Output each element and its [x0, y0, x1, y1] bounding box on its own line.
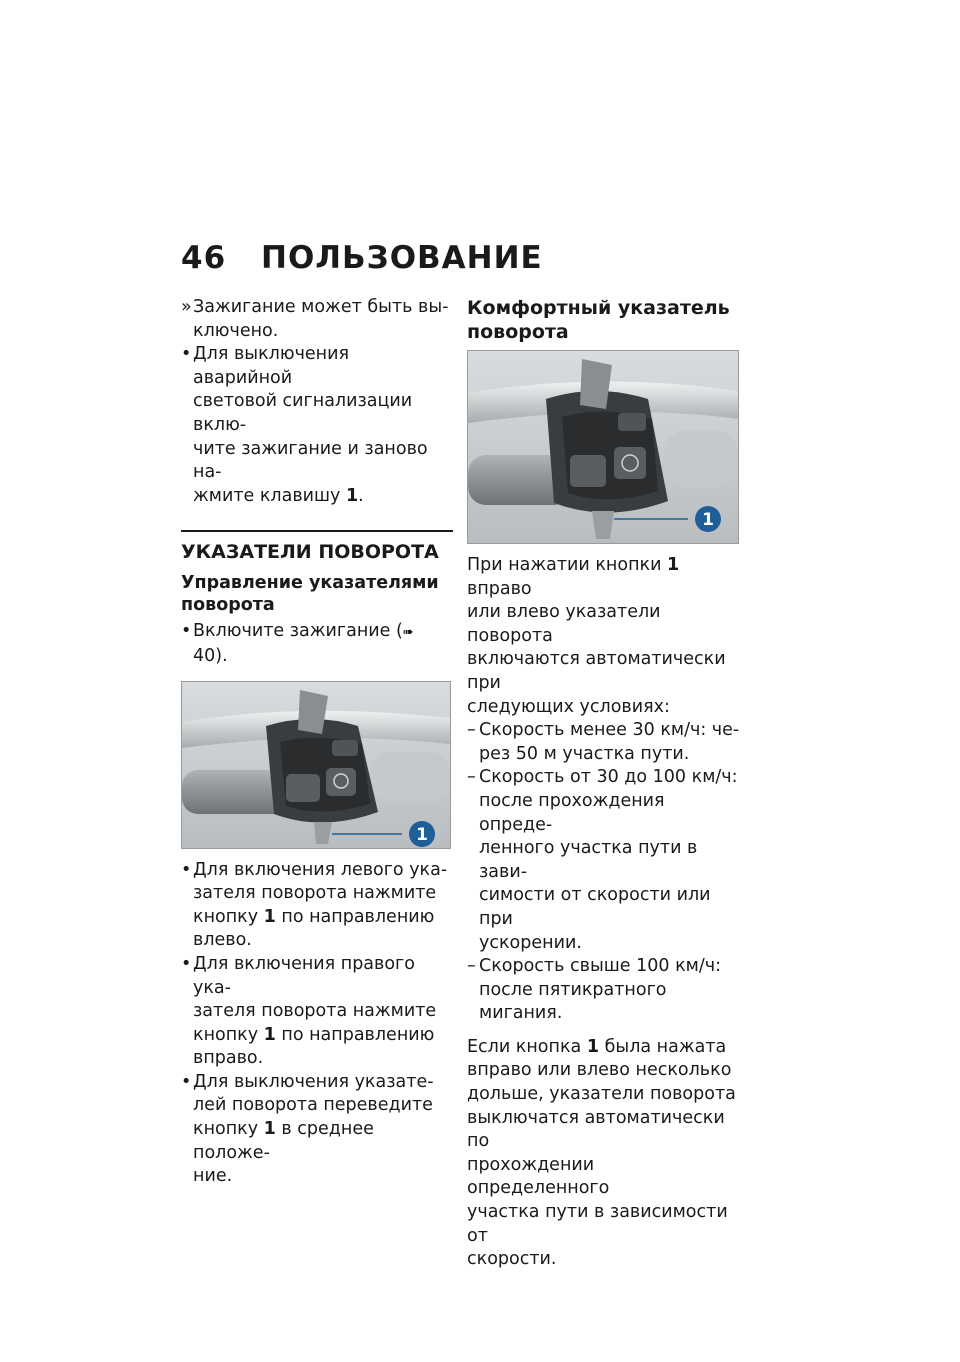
section-title: УКАЗАТЕЛИ ПОВОРОТА — [181, 530, 453, 564]
instruction-item-2: • Для включения правого ука- зателя поворота нажмите кнопку 1 по направлению вправо. — [181, 953, 437, 1069]
photo-callout-label: 1 — [416, 824, 428, 845]
comfort-paragraph-2: Если кнопка 1 была нажата вправо или влево несколько дольше, указатели поворота выключатся автоматически по прохождении определенного участка пути в зависимости от скорости. — [467, 1036, 736, 1270]
chapter-title: ПОЛЬЗОВАНИЕ — [261, 240, 543, 276]
page-ref-arrow-icon: ➠ — [402, 625, 414, 641]
instruction-item-1: • Для включения левого ука- зателя поворота нажмите кнопку 1 по направлению влево. — [181, 859, 448, 951]
intro-item-2: • Для выключения аварийной световой сигнализации вклю- чите зажигание и заново на- жмите клавишу 1. — [181, 344, 428, 506]
page-number: 46 — [181, 240, 227, 276]
speed-condition-1: – Скорость менее 30 км/ч: че- рез 50 м участка пути. — [467, 720, 740, 764]
right-column — [467, 296, 741, 1272]
instruction-item-3: • Для выключения указате- лей поворота переведите кнопку 1 в среднее положе- ние. — [181, 1071, 434, 1187]
speed-condition-2: – Скорость от 30 до 100 км/ч: после прохождения опреде- ленного участка пути в зави- симости от скорости или при ускорении. — [467, 767, 738, 953]
comfort-switch-photo — [467, 350, 739, 544]
handlebar-switch-photo — [181, 681, 451, 849]
comfort-indicator-title: Комфортный указатель поворота — [467, 297, 730, 343]
ref-item: • Включите зажигание (➠ 40). — [181, 621, 414, 666]
comfort-paragraph-1: При нажатии кнопки 1 вправо или влево указатели поворота включаются автоматически при следующих условиях: — [467, 555, 726, 717]
photo-callout-label: 1 — [702, 510, 714, 530]
left-column — [181, 296, 453, 1189]
intro-item-1: » Зажигание может быть вы- ключено. — [181, 297, 449, 341]
subsection-title: Управление указателями поворота — [181, 573, 439, 616]
page-header — [181, 240, 543, 276]
speed-condition-3: – Скорость свыше 100 км/ч: после пятикратного мигания. — [467, 956, 721, 1024]
